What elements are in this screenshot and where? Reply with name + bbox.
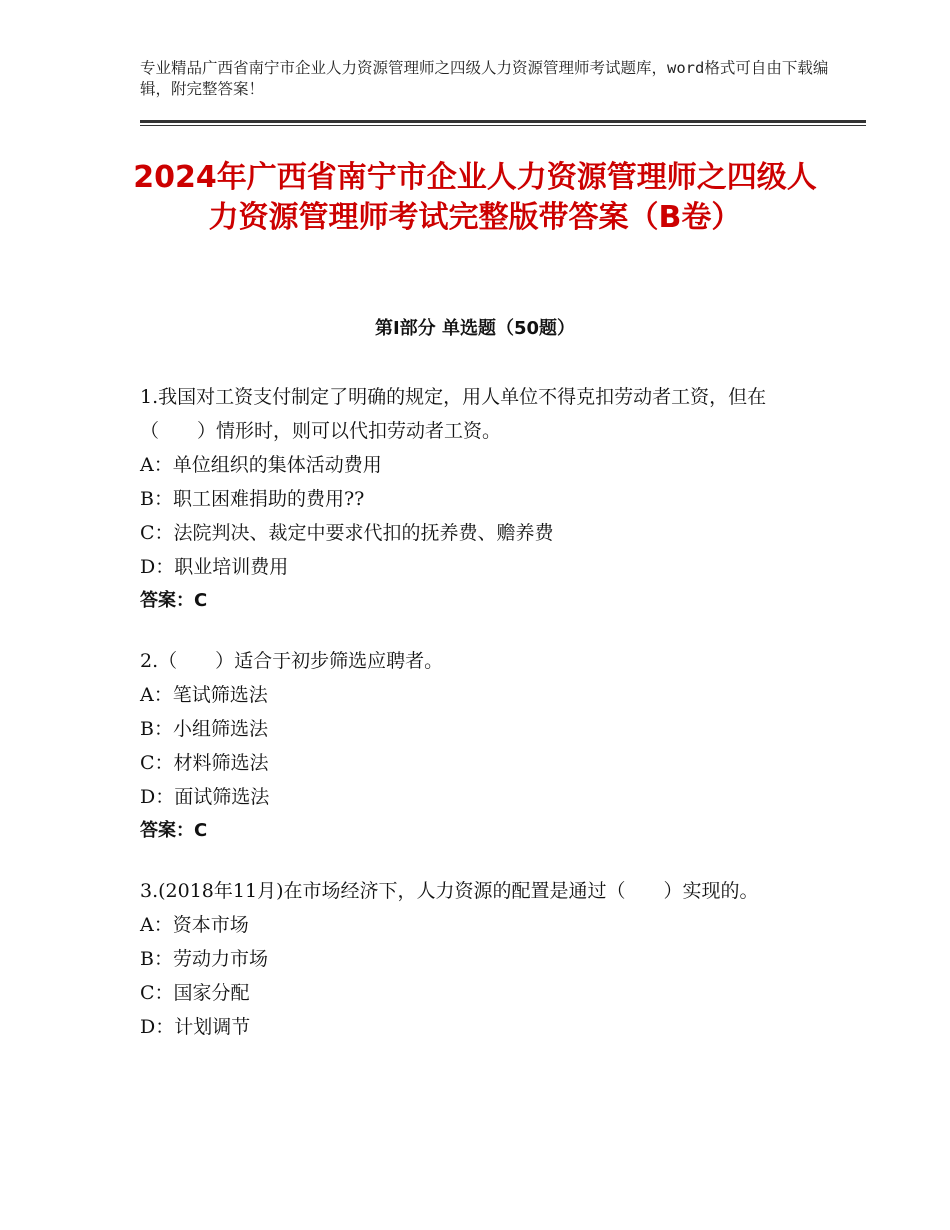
- question-3: [140, 874, 800, 1044]
- question-stem: 2.（ ）适合于初步筛选应聘者。: [140, 650, 444, 672]
- header-note: 专业精品广西省南宁市企业人力资源管理师之四级人力资源管理师考试题库，word格式可自由下载编辑，附完整答案！: [140, 59, 829, 98]
- header-divider: [140, 120, 866, 123]
- option-a: A：笔试筛选法: [140, 684, 268, 706]
- header-divider-thin: [140, 125, 866, 126]
- answer: 答案：C: [140, 590, 208, 611]
- question-2: [140, 644, 800, 848]
- option-c: C：材料筛选法: [140, 752, 269, 774]
- option-c: C：国家分配: [140, 982, 250, 1004]
- question-1: [140, 380, 800, 618]
- option-a: A：资本市场: [140, 914, 249, 936]
- answer: 答案：C: [140, 820, 208, 841]
- question-stem: 3.(2018年11月)在市场经济下，人力资源的配置是通过（ ）实现的。: [140, 880, 759, 902]
- option-c: C：法院判决、裁定中要求代扣的抚养费、赡养费: [140, 522, 554, 544]
- question-stem: 1.我国对工资支付制定了明确的规定，用人单位不得克扣劳动者工资，但在（ ）情形时，则可以代扣劳动者工资。: [140, 386, 767, 442]
- option-d: D：职业培训费用: [140, 556, 289, 578]
- document-title: 2024年广西省南宁市企业人力资源管理师之四级人力资源管理师考试完整版带答案（B卷）: [133, 160, 817, 235]
- option-d: D：面试筛选法: [140, 786, 270, 808]
- option-b: B：职工困难捐助的费用??: [140, 488, 365, 510]
- option-b: B：劳动力市场: [140, 948, 268, 970]
- section-title: 第Ⅰ部分 单选题（50题）: [374, 318, 575, 339]
- option-b: B：小组筛选法: [140, 718, 268, 740]
- question-list: [140, 380, 800, 1070]
- option-d: D：计划调节: [140, 1016, 251, 1038]
- option-a: A：单位组织的集体活动费用: [140, 454, 382, 476]
